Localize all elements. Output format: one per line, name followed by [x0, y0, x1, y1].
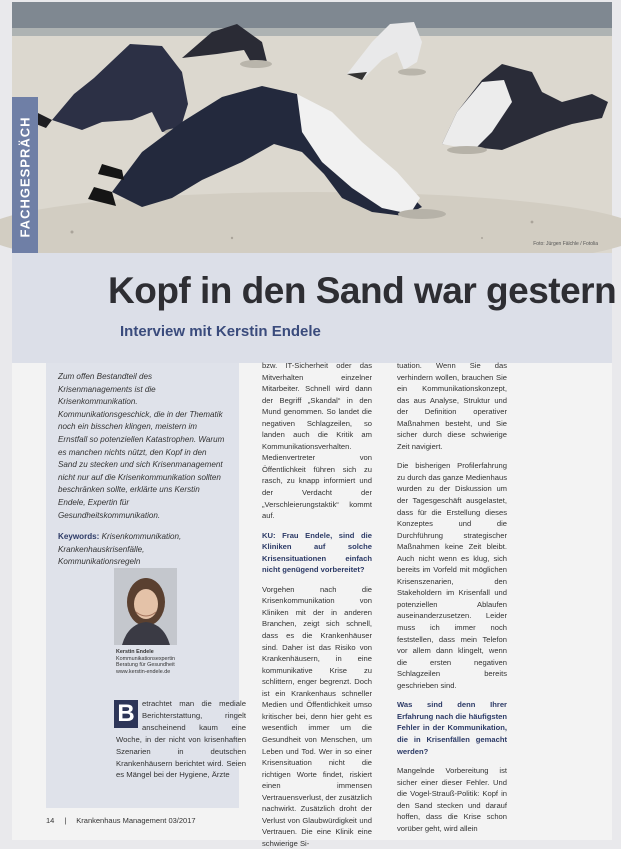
section-tab-label: FACHGESPRÄCH [17, 116, 33, 238]
footer-separator: | [64, 816, 67, 825]
col2-paragraph-2: Vorgehen nach die Krisenkommunikation von Kliniken mit der in anderen Branchen, zeigt sich schnell, dass es die Krankenhäuser sind. Daher ist das Risiko von Krankenhäusern, in eine kommunikative Krise zu schlittern, enger begrenzt. Doch ist ein Krankenhaus schneller Medien und Öffentlichkeit umso kritischer bei, denn hier geht es wesentlich immer um die Gesundheit von Menschen, um Leben und Tod. Wer in so einer Krisensituation nicht die richtigen Worte findet, riskiert einen immensen Vertrauensverlust, der zusätzlich nachwirkt. Zusätzlich droht der Verlust von Glaubwürdigkeit und Vertrauen. Die eine Klinik eine schwierige Si- [262, 584, 372, 848]
article-body-start [116, 698, 246, 781]
col3-paragraph-3: Mangelnde Vorbereitung ist sicher einer dieser Fehler. Und die Vogel-Strauß-Politik: Kopf in den Sand stecken und darauf hoffen, dass die Krise schon vorüber geht, wird allein [397, 766, 507, 833]
col3-question-1: Was sind denn Ihrer Erfahrung nach die häufigsten Fehler in der Kommunikation, die in Krisenfällen gemacht werden? [397, 700, 507, 756]
keywords-label: Keywords: [58, 532, 100, 542]
left-body-text: etrachtet man die mediale Berichterstattung, ringelt anscheinend kaum eine Woche, in der nicht von krisenhaften Szenarien in deutschen Krankenhäusern berichtet wird. Seien es Mängel bei der Hygiene, Ärzte [116, 699, 246, 780]
author-photo [114, 568, 177, 645]
keywords [58, 531, 227, 569]
author-name: Kerstin Endele [116, 649, 154, 655]
author-line-2: Beratung für Gesundheit [116, 662, 175, 669]
page-number: 14 [46, 816, 55, 825]
intro-text: Zum offen Bestandteil des Krisenmanagements ist die Krisenkommunikation. Kommunikationsgeschick, die in der Thematik noch ein bisschen klingen, meistern im Ernstfall so potenziellen Katastrophen. Warum es manchen nichts nützt, den Kopf in den Sand zu stecken und sich Krisenmanagement nicht nur auf die Krisenkommunikation sollten beschränken sollte, erklärte uns Kerstin Endele, Expertin für Gesundheitskommunikation. [58, 372, 225, 520]
section-tab [12, 97, 38, 257]
article-title: Kopf in den Sand war gestern [108, 270, 617, 311]
publication-name: Krankenhaus Management 03/2017 [76, 816, 196, 825]
ostriches-illustration [12, 2, 612, 253]
article-column-3 [397, 360, 507, 834]
col3-paragraph-1: tuation. Wenn Sie das verhindern wollen, brauchen Sie ein Kommunikationskonzept, das aus Analyse, Struktur und der Definition operativer Maßnahmen besteht, und Sie sicher durch diese schwierige Zeit navigiert. [397, 361, 507, 451]
author-caption [116, 649, 206, 675]
article-subtitle: Interview mit Kerstin Endele [120, 323, 321, 340]
col3-paragraph-2: Die bisherigen Profilerfahrung zu durch das ganze Medienhaus wurden zu der Diskussion um der Tagesgeschäft ausgelastet, dass für die Erstellung dieses Konzeptes und die Durchführung strategischer Maßnahmen keine Zeit bleibt. Auch nicht wenn es klug, sich bereits im Vorfeld mit möglichen Krisenszenarien, den Stakeholdern im Krisenfall und potenziellen Ablaufen auseinanderzusetzen. Leider muss ich immer noch feststellen, dass mein Telefon vor allem dann klingelt, wenn die ersten negativen Schlagzeilen bereits geschrieben sind. [397, 461, 507, 690]
article-column-2 [262, 360, 372, 849]
photo-credit: Foto: Jürgen Fälchle / Fotolia [533, 241, 598, 247]
author-line-3: www.kerstin-endele.de [116, 668, 171, 675]
magazine-page [12, 2, 617, 848]
page-footer [46, 816, 196, 825]
author-portrait [114, 568, 177, 645]
drop-cap: B [114, 700, 138, 728]
author-line-1: Kommunikationsexpertin [116, 655, 176, 662]
header-photo [12, 2, 612, 253]
col2-question-1: KU: Frau Endele, sind die Kliniken auf solche Krisensituationen einfach nicht genügend vorbereitet? [262, 530, 372, 575]
keywords-text: Krisenkommunikation, Krankenhauskrisenfälle, Kommunikationsregeln [58, 532, 182, 567]
col2-paragraph-1: bzw. IT-Sicherheit oder das Mitverhalten einzelner Mitarbeiter. Schnell wird dann der Begriff „Skandal“ in den Mund genommen. So landet die negativen Schlagzeilen, so landen auch die Kritik am Kommunikationsverhalten. Medienvertreter von Öffentlichkeit führen sich zu rasch, zu knapp informiert und der Verdacht der „Verschleierungstaktik“ kommt auf. [262, 361, 372, 521]
